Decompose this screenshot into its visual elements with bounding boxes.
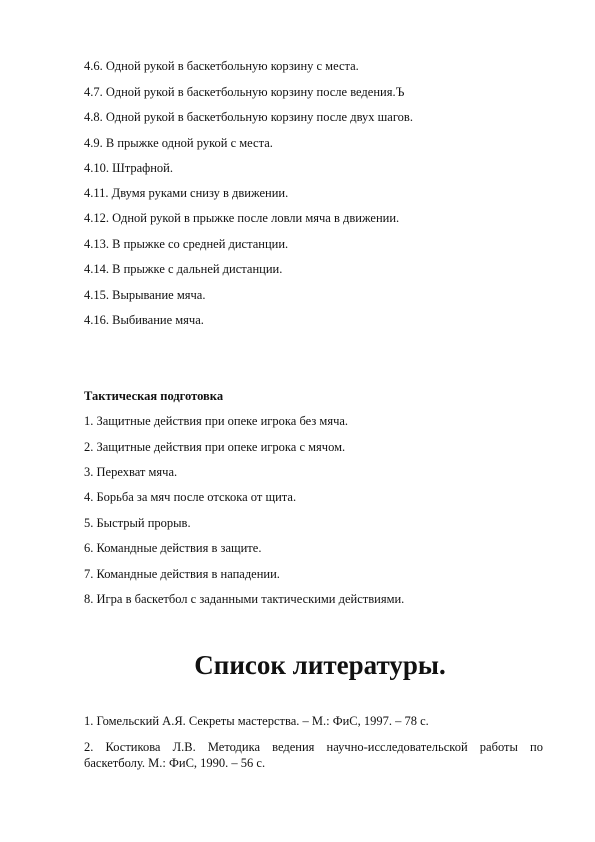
tactical-item-5: 5. Быстрый прорыв. [84, 516, 191, 530]
tactical-item-4: 4. Борьба за мяч после отскока от щита. [84, 490, 297, 504]
tactical-item-3: 3. Перехват мяча. [84, 465, 178, 479]
technique-item-4-14: 4.14. В прыжке с дальней дистанции. [84, 262, 283, 276]
reference-1: 1. Гомельский А.Я. Секреты мастерства. – М.: ФиС, 1997. – 78 с. [84, 714, 429, 728]
technique-item-4-6: 4.6. Одной рукой в баскетбольную корзину с места. [84, 59, 359, 73]
tactical-item-6: 6. Командные действия в защите. [84, 541, 262, 555]
tactical-item-8: 8. Игра в баскетбол с заданными тактическими действиями. [84, 592, 405, 606]
technique-item-4-13: 4.13. В прыжке со средней дистанции. [84, 237, 289, 251]
technique-item-4-7: 4.7. Одной рукой в баскетбольную корзину после ведения.Ъ [84, 85, 405, 99]
tactical-item-1: 1. Защитные действия при опеке игрока без мяча. [84, 414, 349, 428]
technique-item-4-10: 4.10. Штрафной. [84, 161, 174, 175]
tactical-item-2: 2. Защитные действия при опеке игрока с мячом. [84, 440, 346, 454]
tactical-item-7: 7. Командные действия в нападении. [84, 567, 280, 581]
technique-item-4-16: 4.16. Выбивание мяча. [84, 313, 204, 327]
technique-item-4-11: 4.11. Двумя руками снизу в движении. [84, 186, 289, 200]
literature-title: Список литературы. [194, 650, 446, 680]
tactical-heading: Тактическая подготовка [84, 389, 224, 403]
technique-item-4-12: 4.12. Одной рукой в прыжке после ловли мяча в движении. [84, 211, 400, 225]
technique-item-4-9: 4.9. В прыжке одной рукой с места. [84, 136, 273, 150]
technique-item-4-8: 4.8. Одной рукой в баскетбольную корзину после двух шагов. [84, 110, 413, 124]
technique-item-4-15: 4.15. Вырывание мяча. [84, 288, 206, 302]
reference-2: 2. Костикова Л.В. Методика ведения научно-исследовательской работы по баскетболу. М.: ФиС, 1990. – 56 с. [84, 740, 543, 770]
